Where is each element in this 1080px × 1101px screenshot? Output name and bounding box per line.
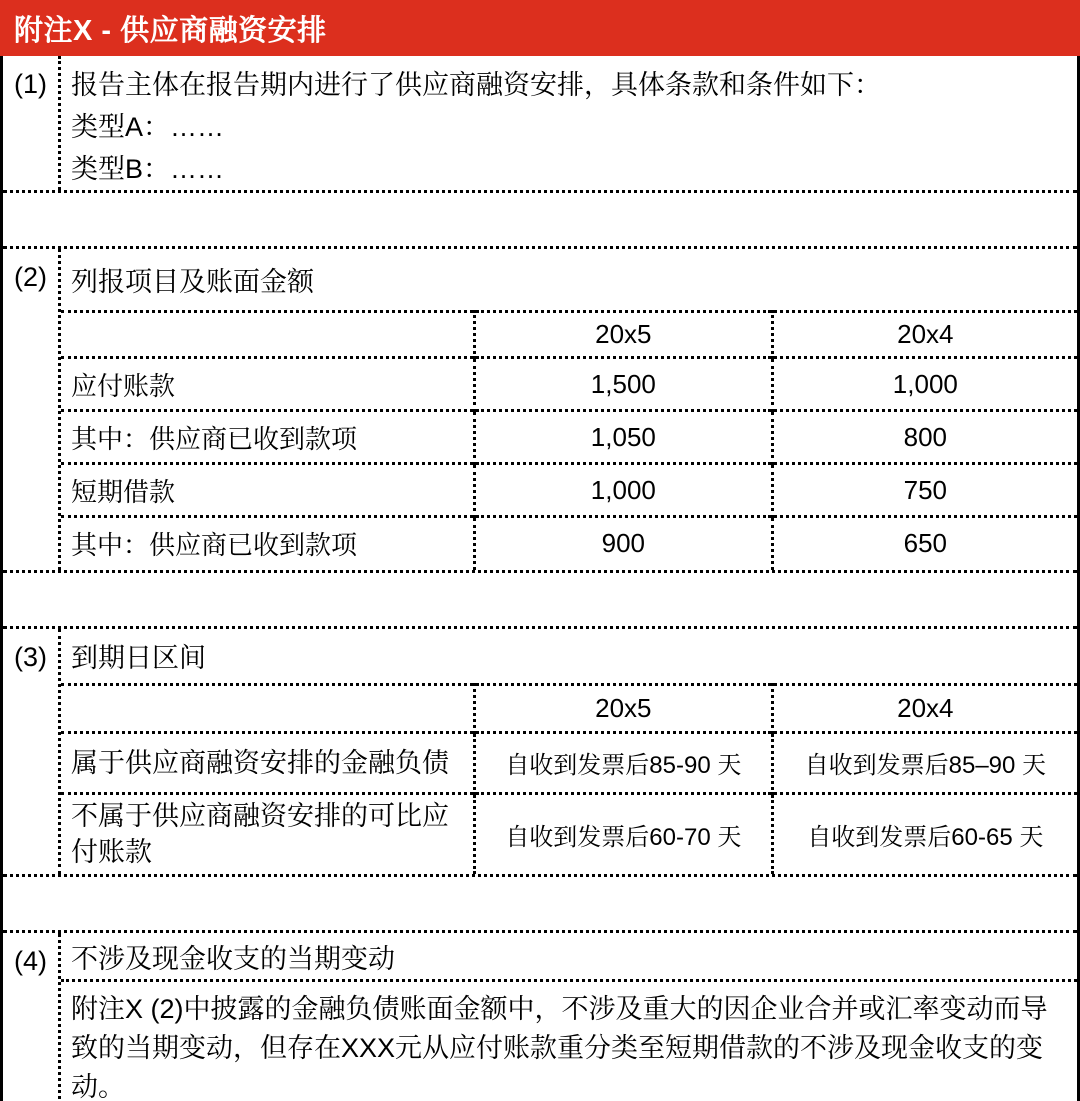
terms-type-b-line: 类型B：……: [71, 154, 225, 184]
header-empty-cell: [61, 312, 475, 358]
section-non-cash-changes: [3, 930, 1077, 1101]
section-gap: [3, 193, 1077, 246]
row-label: 短期借款: [61, 464, 475, 517]
note-body: [0, 56, 1080, 1101]
carrying-amounts-table: [61, 310, 1077, 570]
range-20x4: 自收到发票后60-65 天: [772, 793, 1077, 874]
due-date-label: 到期日区间: [71, 643, 206, 673]
section-terms: [3, 56, 1077, 193]
header-20x4: 20x4: [772, 684, 1077, 732]
header-20x5: 20x5: [475, 684, 773, 732]
value-20x5: 1,000: [475, 464, 773, 517]
table-row-supplier-received-1: [61, 411, 1077, 464]
non-cash-changes-label: 不涉及现金收支的当期变动: [61, 933, 1077, 982]
table-row-trade-payables: [61, 358, 1077, 411]
header-empty-cell: [61, 684, 475, 732]
range-20x5: 自收到发票后60-70 天: [475, 793, 773, 874]
section-carrying-amounts: [3, 246, 1077, 573]
table-row-sfa-liabilities: [61, 732, 1077, 793]
value-20x4: 800: [772, 411, 1077, 464]
value-20x4: 650: [772, 517, 1077, 570]
section-number: (3): [3, 629, 61, 875]
table-row-short-term-borrowings: [61, 464, 1077, 517]
range-20x5: 自收到发票后85-90 天: [475, 732, 773, 793]
section-due-date-content: [61, 629, 1077, 875]
terms-intro-line: 报告主体在报告期内进行了供应商融资安排，具体条款和条件如下：: [71, 70, 881, 100]
section-number: (1): [3, 56, 61, 190]
row-label: 其中：供应商已收到款项: [61, 517, 475, 570]
section-number: (4): [3, 933, 61, 1101]
terms-type-a-line: 类型A：……: [71, 112, 225, 142]
row-label: 应付账款: [61, 358, 475, 411]
table-header-row: [61, 312, 1077, 358]
value-20x5: 1,500: [475, 358, 773, 411]
section-gap: [3, 877, 1077, 930]
row-label: 属于供应商融资安排的金融负债: [61, 732, 475, 793]
section-number: (2): [3, 249, 61, 570]
table-row-comparable-payables: [61, 793, 1077, 874]
section-terms-content: [61, 56, 1077, 190]
value-20x4: 1,000: [772, 358, 1077, 411]
section-due-date-ranges: [3, 626, 1077, 878]
non-cash-changes-paragraph: 附注X (2)中披露的金融负债账面金额中，不涉及重大的因企业合并或汇率变动而导致的当期变动，但存在XXX元从应付账款重分类至短期借款的不涉及现金收支的变动。: [71, 994, 1048, 1101]
range-20x4: 自收到发票后85–90 天: [772, 732, 1077, 793]
header-20x4: 20x4: [772, 312, 1077, 358]
value-20x5: 1,050: [475, 411, 773, 464]
table-header-row: [61, 684, 1077, 732]
note-title-bar: [0, 0, 1080, 56]
row-label: 不属于供应商融资安排的可比应付账款: [61, 793, 475, 874]
note-title: 附注X - 供应商融资安排: [14, 14, 327, 47]
table-row-supplier-received-2: [61, 517, 1077, 570]
due-date-table: [61, 683, 1077, 875]
header-20x5: 20x5: [475, 312, 773, 358]
value-20x4: 750: [772, 464, 1077, 517]
section-non-cash-content: [61, 933, 1077, 1101]
value-20x5: 900: [475, 517, 773, 570]
row-label: 其中：供应商已收到款项: [61, 411, 475, 464]
carrying-amounts-label: 列报项目及账面金额: [71, 267, 314, 297]
section-carrying-amounts-content: [61, 249, 1077, 570]
section-gap: [3, 573, 1077, 626]
